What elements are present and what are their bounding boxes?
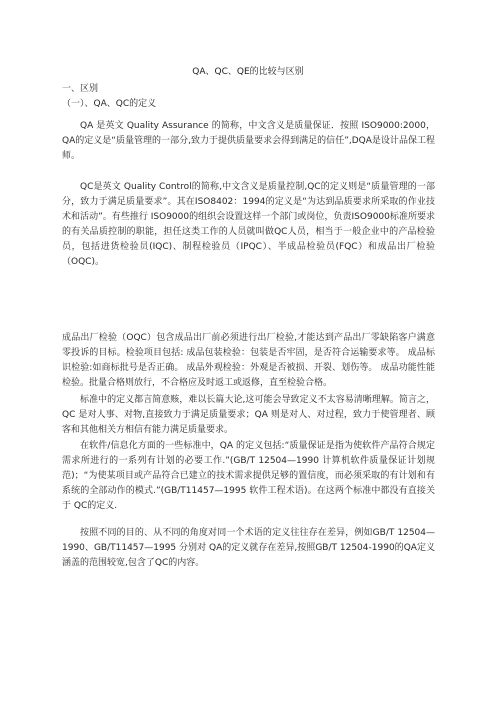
paragraph-summary: 标准中的定义都言简意赅，难以长篇大论,这可能会导致定义不太容易清晰理解。简言之，QC 是对人事、对物,直接致力于满足质量要求；QA 则是对人、对过程，致力于使管理者、顾客和其他相关方相信有能力满足质量要求。 — [62, 395, 435, 435]
paragraph-oqc: 成品出厂检验（OQC）包含成品出厂前必须进行出厂检验,才能达到产品出厂零缺陷客户满意零投诉的目标。检验项目包括: 成品包装检验：包装是否牢固，是否符合运输要求等。 成品标识检验:如商标批号是否正确。 成品外观检验：外观是否被损、开裂、划伤等。 成品功能性能检验。批量合格则放行，不合格应及时返工或返修，直至检验合格。 — [62, 333, 435, 388]
paragraph-software-standards: 在软件/信息化方面的一些标准中，QA 的定义包括:“质量保证是指为使软件产品符合规定需求所进行的一系列有计划的必要工作.”(GB/T 12504—1990 计算机软件质量保证计划规范)；“为使某项目或产品符合已建立的技术需求提供足够的置信度，而必须采取的有计划和有系统的全部动作的模式.”(GB/T11457—1995 软件工程术语)。在这两个标准中都没有直接关于 QC的定义. — [62, 441, 435, 511]
subsection-heading: （一）、QA、QC的定义 — [62, 99, 157, 109]
paragraph-qc-definition: QC是英文 Quality Control的简称,中文含义是质量控制,QC的定义则是“质量管理的一部分，致力于满足质量要求”。其在ISO8402：1994的定义是“为达到品质要求所采取的作业技术和活动”。有些推行 ISO9000的组织会设置这样一个部门或岗位，负责ISO9000标准所要求的有关品质控制的职能，担任这类工作的人员就叫做QC人员，相当于一般企业中的产品检验员，包括进货检验员(IQC)、制程检验员（IPQC）、半成品检验员(FQC）和成品出厂检验（OQC)。 — [62, 182, 435, 267]
paragraph-definition-differences: 按照不同的目的、从不同的角度对同一个术语的定义往往存在差异，例如GB/T 12504—1990、GB/T11457—1995 分别对 QA的定义就存在差异,按照GB/T 12504-1990的QA定义涵盖的范围较宽,包含了QC的内容。 — [62, 528, 435, 568]
section-heading: 一、区别 — [62, 84, 99, 94]
document-title: QA、QC、QE的比较与区别 — [192, 67, 304, 77]
paragraph-qa-definition: QA 是英文 Quality Assurance 的简称，中文含义是质量保证．按照 ISO9000:2000，QA的定义是“质量管理的一部分,致力于提供质量要求会得到满足的信任”,DQA是设计品保工程师。 — [62, 121, 435, 161]
